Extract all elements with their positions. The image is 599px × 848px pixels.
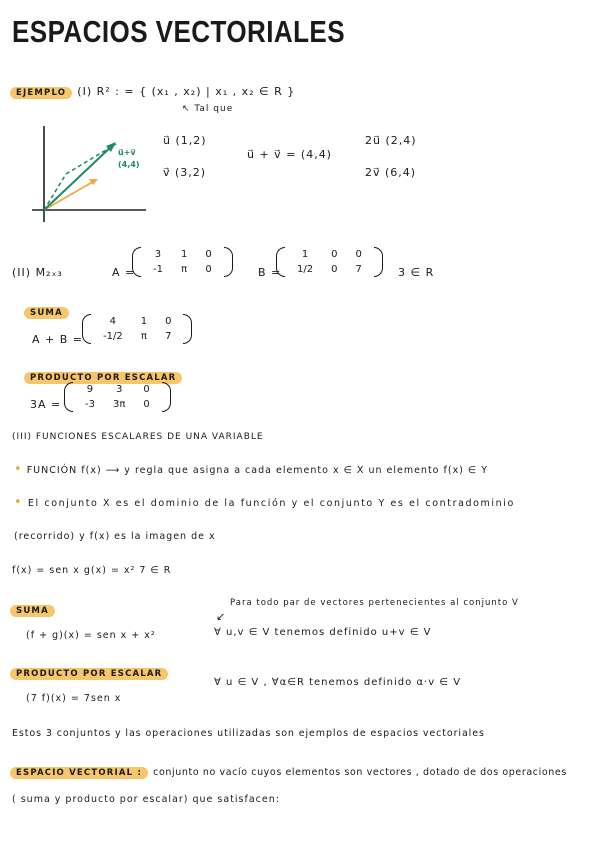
matrix-entry: 3π (112, 399, 126, 410)
function-product: (7 f)(x) = 7sen x (26, 693, 122, 704)
matrix-a-label: A = (112, 266, 136, 279)
matrix-entry: π (181, 264, 188, 275)
matrix-entry: π (140, 331, 147, 342)
matrix-entry: 1 (140, 316, 148, 327)
matrix-b-label: B = (258, 266, 282, 279)
scalar-definition: 3 ∈ R (398, 266, 435, 279)
graph-label-sum: u⃗+v⃗ (118, 148, 136, 157)
product-label: 3A = (30, 398, 62, 411)
bullet-icon: • (14, 495, 24, 510)
matrix-entry: 3 (154, 249, 162, 260)
matrix-entry: -1/2 (103, 331, 123, 342)
matrix-entry: 0 (165, 316, 172, 327)
matrix-entry: 1 (180, 249, 188, 260)
matrix-entry: -1 (153, 264, 163, 275)
matrix-3a (64, 382, 171, 412)
page-title: ESPACIOS VECTORIALES (12, 14, 346, 49)
sum-badge-3: SUMA (10, 598, 55, 617)
function-sum: (f + g)(x) = sen x + x² (26, 630, 156, 641)
product-closure: ∀ u ∈ V , ∀α∈R tenemos definido α·v ∈ V (214, 677, 462, 688)
example-badge: EJEMPLO (10, 87, 72, 99)
matrix-a (132, 247, 233, 277)
matrix-entry: 7 (355, 264, 362, 275)
sum-label: A + B = (32, 333, 83, 346)
closing-statement: Estos 3 conjuntos y las operaciones utilizadas son ejemplos de espacios vectoriales (12, 728, 485, 739)
axioms-intro: ( suma y producto por escalar) que satisfacen: (12, 794, 280, 805)
matrix-entry: 0 (205, 264, 212, 275)
example-1-heading (10, 80, 295, 99)
vectors-note: Para todo par de vectores pertenecientes al conjunto V (230, 598, 519, 608)
matrix-a-plus-b (82, 314, 192, 344)
tal-que-note: ↖ Tal que (182, 104, 234, 114)
scaled-u: 2u⃗ (2,4) (365, 134, 417, 147)
sum-badge-2: SUMA (24, 300, 69, 319)
matrix-entry: 0 (355, 249, 362, 260)
sum-closure: ∀ u,v ∈ V tenemos definido u+v ∈ V (214, 627, 432, 638)
vector-sum: u⃗ + v⃗ = (4,4) (247, 148, 332, 161)
matrix-entry: 3 (115, 384, 123, 395)
matrix-entry: 9 (86, 384, 94, 395)
r2-definition: (I) R² : = { (x₁ , x₂) | x₁ , x₂ ∈ R } (77, 85, 296, 98)
bullet-icon: • (14, 462, 23, 477)
bullet-domain: • El conjunto X es el dominio de la función y el conjunto Y es el contradominio (14, 495, 515, 510)
matrix-entry: 1/2 (297, 264, 314, 275)
vector-u: u⃗ (1,2) (163, 134, 207, 147)
matrix-entry: 1 (301, 249, 309, 260)
example-3-heading: (III) FUNCIONES ESCALARES DE UNA VARIABLE (12, 432, 264, 442)
matrix-entry: 0 (143, 399, 150, 410)
product-badge-2: PRODUCTO POR ESCALAR (24, 365, 182, 384)
vector-v: v⃗ (3,2) (163, 166, 207, 179)
definition-line: ESPACIO VECTORIAL : conjunto no vacío cuyos elementos son vectores , dotado de dos operaciones (10, 760, 567, 779)
note-arrow: ↙ (216, 610, 227, 623)
matrix-entry: 0 (331, 264, 338, 275)
graph-vector-sum (44, 144, 114, 210)
range-line: (recorrido) y f(x) es la imagen de x (14, 531, 216, 542)
matrix-entry: 0 (143, 384, 150, 395)
graph-label-point: (4,4) (118, 160, 140, 169)
function-examples: f(x) = sen x g(x) = x² 7 ∈ R (12, 565, 172, 576)
scaled-v: 2v⃗ (6,4) (365, 166, 417, 179)
vector-space-badge: ESPACIO VECTORIAL : (10, 767, 148, 779)
matrix-entry: -3 (85, 399, 95, 410)
matrix-b (276, 247, 383, 277)
matrix-entry: 7 (165, 331, 172, 342)
matrix-entry: 0 (331, 249, 338, 260)
example-2-heading: (II) M₂ₓ₃ (12, 266, 63, 279)
product-badge-3: PRODUCTO POR ESCALAR (10, 661, 168, 680)
matrix-entry: 4 (109, 316, 117, 327)
bullet-function: • FUNCIÓN f(x) ⟶ y regla que asigna a cada elemento x ∈ X un elemento f(x) ∈ Y (14, 462, 489, 477)
vector-graph (26, 122, 156, 232)
matrix-entry: 0 (205, 249, 212, 260)
